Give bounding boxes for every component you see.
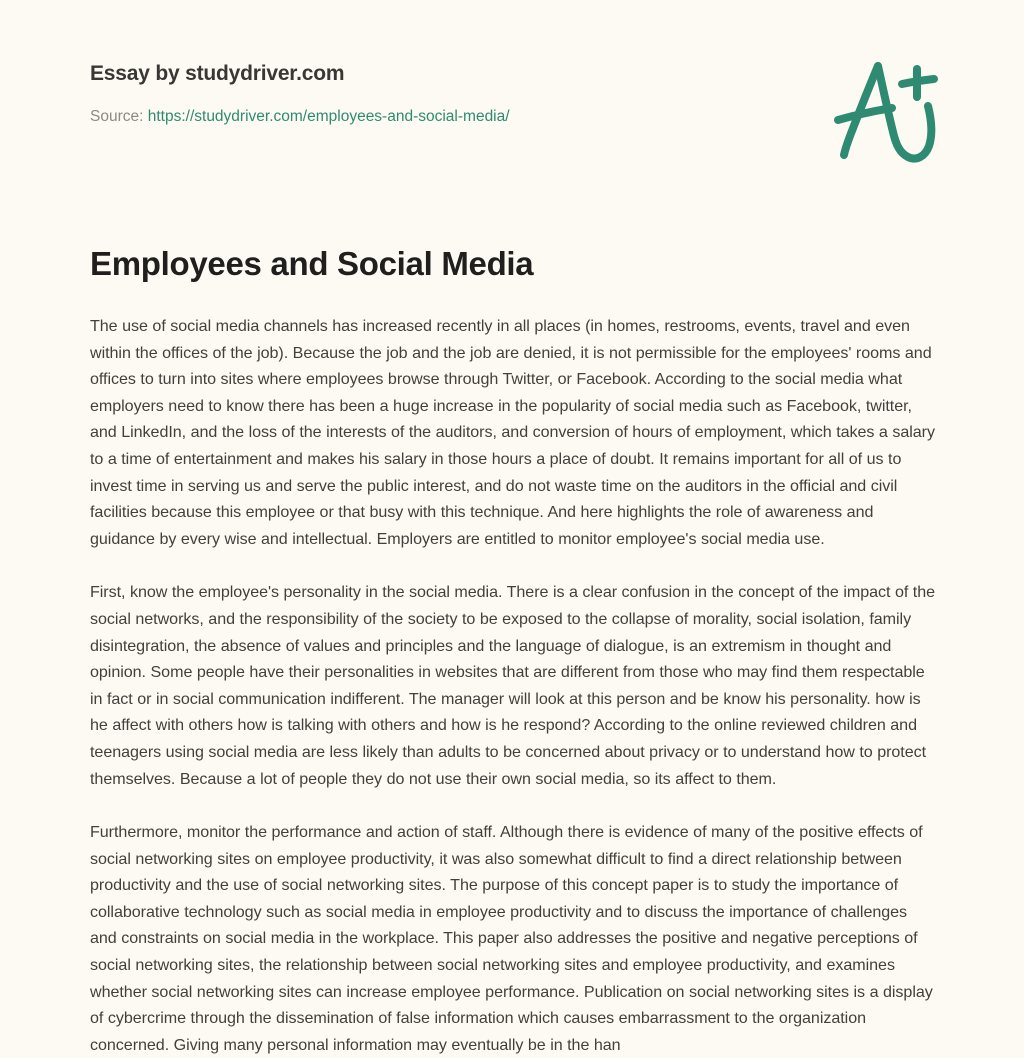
document-header <box>90 60 950 128</box>
a-plus-logo-icon <box>826 58 946 168</box>
paragraph: The use of social media channels has increased recently in all places (in homes, restrooms, events, travel and even within the offices of the job). Because the job and the job are denied, it is not permissible for the employees' rooms and offices to turn into sites where employees browse through Twitter, or Facebook. According to the social media what employers need to know there has been a huge increase in the popularity of social media such as Facebook, twitter, and LinkedIn, and the loss of the interests of the auditors, and conversion of hours of employment, which takes a salary to a time of entertainment and makes his salary in those hours a place of doubt. It remains important for all of us to invest time in serving us and serve the public interest, and do not waste time on the auditors in the official and civil facilities because this employee or that busy with this technique. And here highlights the role of awareness and guidance by every wise and intellectual. Employers are entitled to monitor employee's social media use. <box>90 317 935 548</box>
source-url-link[interactable]: https://studydriver.com/employees-and-social-media/ <box>147 108 510 125</box>
source-label: Source: <box>90 108 144 125</box>
page-title: Employees and Social Media <box>90 245 534 282</box>
essay-by-heading: Essay by studydriver.com <box>90 62 345 85</box>
source-line <box>90 106 950 128</box>
article-body <box>90 313 938 1058</box>
paragraph: First, know the employee's personality in the social media. There is a clear confusion in the concept of the impact of the social networks, and the responsibility of the society to be exposed to the collapse of morality, social isolation, family disintegration, the absence of values and principles and the language of dialogue, is an extremism in thought and opinion. Some people have their personalities in websites that are different from those who may find them respectable in fact or in social communication indifferent. The manager will look at this person and be know his personality. how is he affect with others how is talking with others and how is he respond? According to the online reviewed children and teenagers using social media are less likely than adults to be concerned about privacy or to understand how to protect themselves. Because a lot of people they do not use their own social media, so its affect to them. <box>90 583 936 788</box>
a-plus-logo <box>826 58 946 168</box>
paragraph: Furthermore, monitor the performance and action of staff. Although there is evidence of many of the positive effects of social networking sites on employee productivity, it was also somewhat difficult to find a direct relationship between productivity and the use of social networking sites. The purpose of this concept paper is to study the importance of collaborative technology such as social media in employee productivity and to discuss the importance of challenges and constraints on social media in the workplace. This paper also addresses the positive and negative perceptions of social networking sites, the relationship between social networking sites and employee productivity, and examines whether social networking sites can increase employee performance. Publication on social networking sites is a display of cybercrime through the dissemination of false information which causes embarrassment to the organization concerned. Giving many personal information may eventually be in the han <box>90 823 933 1054</box>
